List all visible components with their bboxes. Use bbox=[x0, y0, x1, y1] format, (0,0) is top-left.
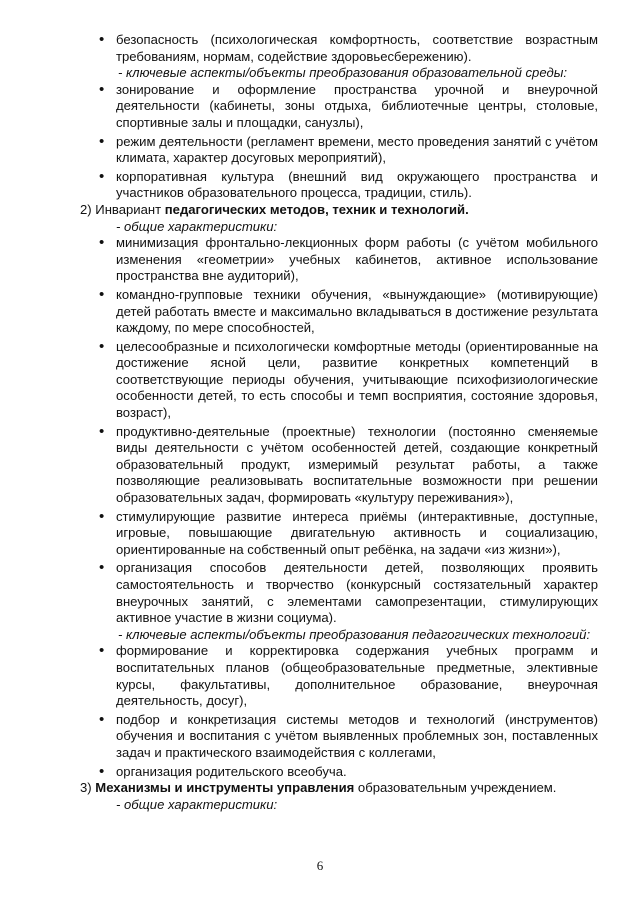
list-item: • зонирование и оформление пространства урочной и внеурочной деятельности (кабинеты, зоны отдыха, библиотечные центры, столовые, спортивные залы и площадки, санузлы), bbox=[116, 82, 598, 132]
list-item: • командно-групповые техники обучения, «вынуждающие» (мотивирующие) детей работать вместе и максимально вкладываться в достижение результата каждому, по мере способностей, bbox=[116, 287, 598, 337]
list-item: • корпоративная культура (внешний вид окружающего пространства и участников образовательного процесса, традиции, стиль). bbox=[116, 169, 598, 202]
list-item: • минимизация фронтально-лекционных форм работы (с учётом мобильного изменения «геометрии» учебных кабинетов, активное использование пространства вне аудиторий), bbox=[116, 235, 598, 285]
section-title: педагогических методов, техник и технологий. bbox=[164, 201, 469, 217]
list-item: • подбор и конкретизация системы методов и технологий (инструментов) обучения и воспитания с учётом выявленных проблемных зон, поставленных задач и практического взаимодействия с коллегами, bbox=[116, 712, 598, 762]
key-aspects-label: - ключевые аспекты/объекты преобразования педагогических технологий: bbox=[118, 626, 591, 642]
section-heading-3: 3) Механизмы и инструменты управления образовательным учреждением. bbox=[80, 780, 557, 796]
list-item: • организация родительского всеобуча. bbox=[116, 764, 598, 781]
list-item: • режим деятельности (регламент времени, место проведения занятий с учётом климата, характер досуговых мероприятий), bbox=[116, 134, 598, 167]
section-heading-2: 2) Инвариант педагогических методов, техник и технологий. bbox=[80, 201, 469, 217]
general-characteristics-label: - общие характеристики: bbox=[116, 796, 278, 812]
list-item: • организация способов деятельности детей, позволяющих проявить самостоятельность и творчество (конкурсный состязательный характер внеурочных занятий, с элементами самопрезентации, стимулирующих активное участие в жизни социума). bbox=[116, 560, 598, 626]
section-title: Механизмы и инструменты управления bbox=[95, 780, 355, 796]
list-item: • стимулирующие развитие интереса приёмы (интерактивные, доступные, игровые, повышающие двигательную активность и социализацию, ориентированные на собственный опыт ребёнка, на задачи «из жизни»), bbox=[116, 509, 598, 559]
list-item: • целесообразные и психологически комфортные методы (ориентированные на достижение ясной цели, развитие конкретных компетенций в соответствующие периоды обучения, учитывающие психофизиологические особенности детей, то есть способы и темп восприятия, состояние здоровья, возраст), bbox=[116, 339, 598, 422]
list-item: • безопасность (психологическая комфортность, соответствие возрастным требованиям, нормам, содействие здоровьесбережению). bbox=[116, 32, 598, 65]
list-item: • продуктивно-деятельные (проектные) технологии (постоянно сменяемые виды деятельности с учётом особенностей детей, создающие конкретный образовательный продукт, измеримый результат работы, а также позволяющие реализовывать воспитательные возможности при решении образовательных задач, формировать «культуру переживания»), bbox=[116, 424, 598, 507]
list-item: • формирование и корректировка содержания учебных программ и воспитательных планов (общеобразовательные предметные, элективные курсы, факультативы, дополнительное образование, внеурочная деятельность, досуг), bbox=[116, 643, 598, 709]
key-aspects-label: - ключевые аспекты/объекты преобразования образовательной среды: bbox=[118, 65, 567, 81]
general-characteristics-label: - общие характеристики: bbox=[116, 218, 278, 234]
page-content bbox=[0, 32, 640, 813]
page-number: 6 bbox=[316, 858, 324, 873]
